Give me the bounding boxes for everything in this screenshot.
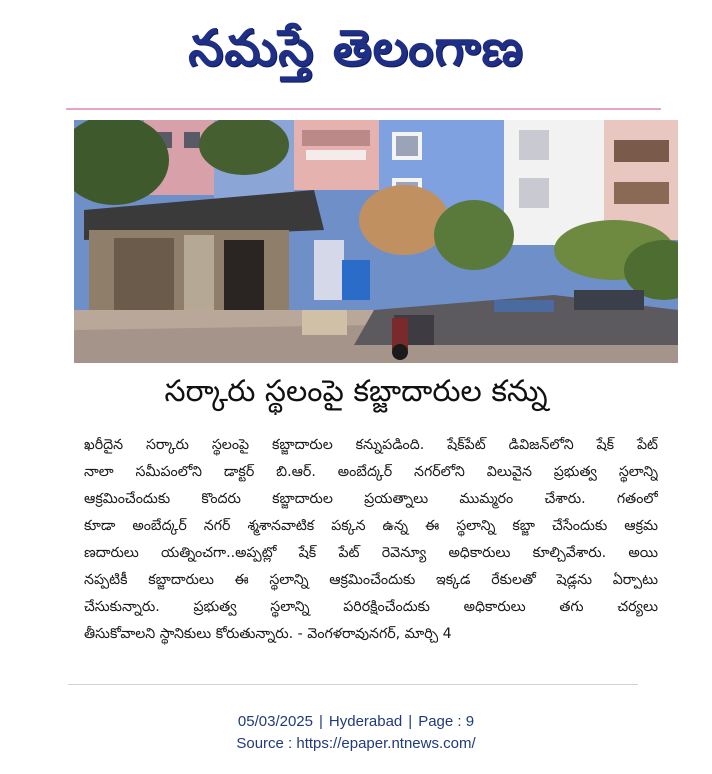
article-line: ఆక్రమించేందుకు కొందరు కబ్జాదారుల ప్రయత్నాలు ముమ్మరం చేశారు. గతంలో	[84, 491, 658, 507]
masthead-divider	[66, 108, 661, 110]
photo-icon	[74, 120, 678, 363]
footer-city: Hyderabad	[328, 713, 403, 730]
footer-date: 05/03/2025	[237, 713, 313, 730]
article-headline: సర్కారు స్థలంపై కబ్జాదారుల కన్ను	[164, 374, 548, 409]
footer-source[interactable]: Source : https://epaper.ntnews.com/	[236, 735, 476, 752]
article-line: నాలా సమీపంలోని డాక్టర్ బి.ఆర్. అంబేద్కర్ నగర్‌లోని విలువైన ప్రభుత్వ స్థలాన్ని	[84, 464, 658, 480]
footer-meta: 05/03/2025 | Hyderabad | Page : 9	[237, 713, 475, 730]
news-photo	[74, 120, 678, 363]
footer-page: Page : 9	[418, 713, 475, 730]
article-line: నప్పటికీ కబ్జాదారులు ఈ స్థలాన్ని ఆక్రమించేందుకు ఇక్కడ రేకులతో షెడ్లను ఏర్పాటు	[84, 572, 658, 588]
article-line: కూడా అంబేద్కర్ నగర్ శ్మశానవాటిక పక్కన ఉన్న ఈ స్థలాన్ని కబ్జా చేసేందుకు ఆక్రమ	[84, 518, 658, 534]
article-body	[84, 432, 658, 648]
footer-divider	[68, 684, 638, 685]
footer	[0, 711, 712, 755]
article-line: తీసుకోవాలని స్థానికులు కోరుతున్నారు. - వెంగళరావునగర్, మార్చి 4	[84, 626, 452, 642]
article-line: ఖరీదైన సర్కారు స్థలంపై కబ్జాదారుల కన్నుపడింది. షేక్‌పేట్ డివిజన్‌లోని షేక్ పేట్	[84, 437, 658, 453]
article-line: ణదారులు యత్నించగా..అప్పట్లో షేక్ పేట్ రెవెన్యూ అధికారులు కూల్చివేశారు. అయి	[84, 545, 658, 561]
article-line: చేసుకున్నారు. ప్రభుత్వ స్థలాన్ని పరిరక్షించేందుకు అధికారులు తగు చర్యలు	[84, 599, 658, 615]
masthead	[0, 0, 712, 95]
newspaper-logo: నమస్తే తెలంగాణ	[188, 17, 524, 77]
